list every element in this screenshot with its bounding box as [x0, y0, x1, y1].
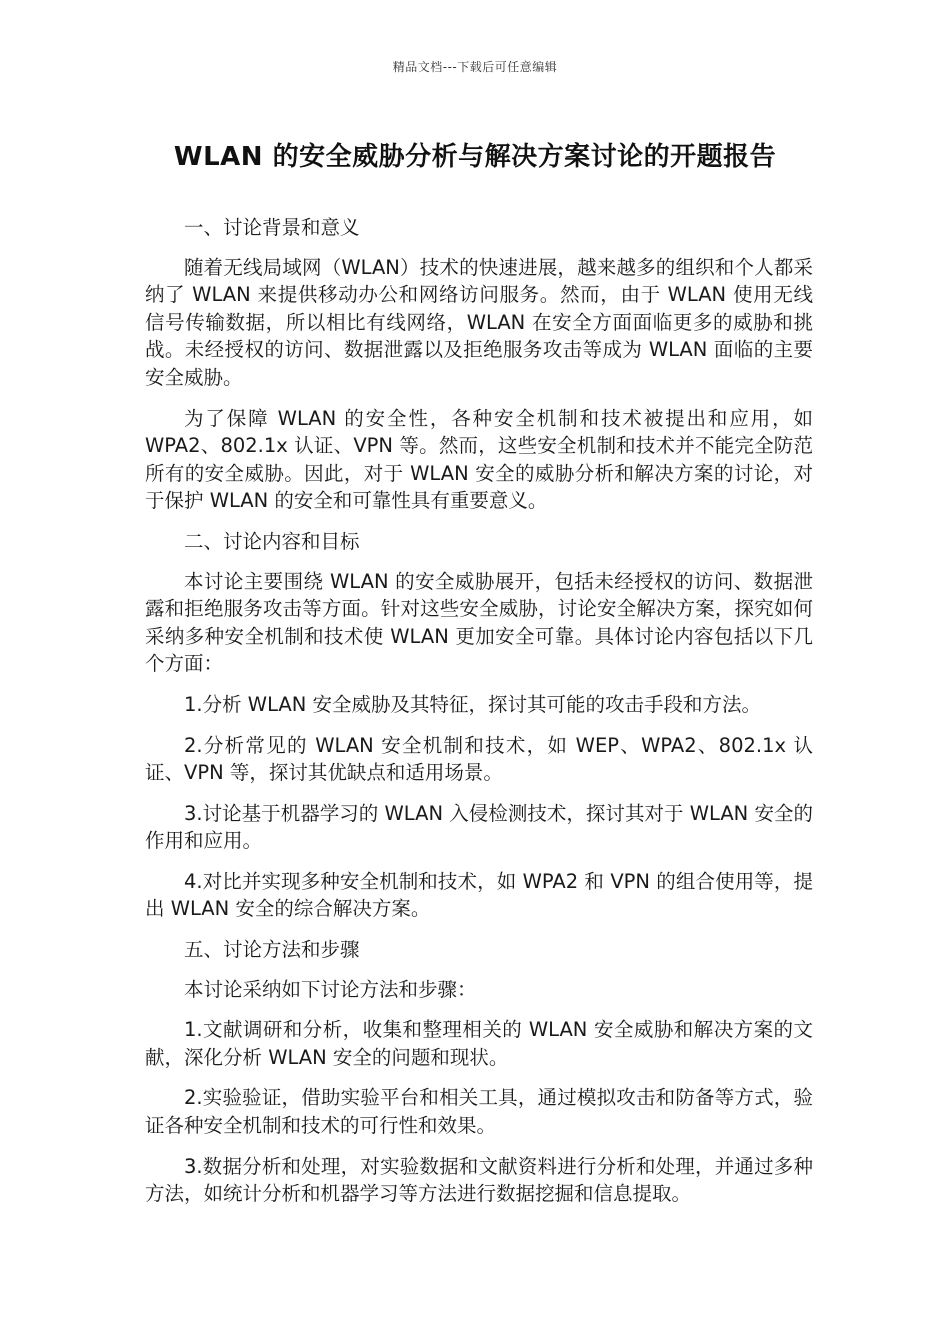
list-item: 1.文献调研和分析，收集和整理相关的 WLAN 安全威胁和解决方案的文献，深化分析 WLAN 安全的问题和现状。 — [145, 1018, 813, 1069]
paragraph: 随着无线局域网（WLAN）技术的快速进展，越来越多的组织和个人都采纳了 WLAN 来提供移动办公和网络访问服务。然而，由于 WLAN 使用无线信号传输数据，所以相比有线网络，WLAN 在安全方面面临更多的威胁和挑战。未经授权的访问、数据泄露以及拒绝服务攻击等成为 WLAN 面临的主要安全威胁。 — [145, 255, 813, 389]
list-item: 3.讨论基于机器学习的 WLAN 入侵检测技术，探讨其对于 WLAN 安全的作用和应用。 — [145, 801, 813, 853]
section-heading-content-goals: 二、讨论内容和目标 — [184, 529, 360, 553]
paragraph: 本讨论采纳如下讨论方法和步骤： — [184, 977, 477, 1001]
list-item: 1.分析 WLAN 安全威胁及其特征，探讨其可能的攻击手段和方法。 — [184, 692, 762, 716]
header-watermark: 精品文档---下载后可任意编辑 — [392, 60, 558, 74]
document-body — [145, 214, 813, 1221]
list-item: 2.分析常见的 WLAN 安全机制和技术，如 WEP、WPA2、802.1x 认证、VPN 等，探讨其优缺点和适用场景。 — [145, 733, 813, 785]
paragraph: 本讨论主要围绕 WLAN 的安全威胁展开，包括未经授权的访问、数据泄露和拒绝服务攻击等方面。针对这些安全威胁，讨论安全解决方案，探究如何采纳多种安全机制和技术使 WLAN 更加安全可靠。具体讨论内容包括以下几个方面： — [145, 569, 813, 676]
document-title: WLAN 的安全威胁分析与解决方案讨论的开题报告 — [173, 142, 777, 172]
list-item: 3.数据分析和处理，对实验数据和文献资料进行分析和处理，并通过多种方法，如统计分析和机器学习等方法进行数据挖掘和信息提取。 — [145, 1154, 813, 1206]
paragraph: 为了保障 WLAN 的安全性，各种安全机制和技术被提出和应用，如 WPA2、802.1x 认证、VPN 等。然而，这些安全机制和技术并不能完全防范所有的安全威胁。因此，对于 WLAN 安全的威胁分析和解决方案的讨论，对于保护 WLAN 的安全和可靠性具有重要意义。 — [145, 406, 813, 513]
list-item: 2.实验验证，借助实验平台和相关工具，通过模拟攻击和防备等方式，验证各种安全机制和技术的可行性和效果。 — [145, 1086, 813, 1138]
section-heading-methods: 五、讨论方法和步骤 — [184, 938, 360, 962]
section-heading-background: 一、讨论背景和意义 — [184, 216, 360, 239]
list-item: 4.对比并实现多种安全机制和技术，如 WPA2 和 VPN 的组合使用等，提出 WLAN 安全的综合解决方案。 — [145, 869, 813, 921]
